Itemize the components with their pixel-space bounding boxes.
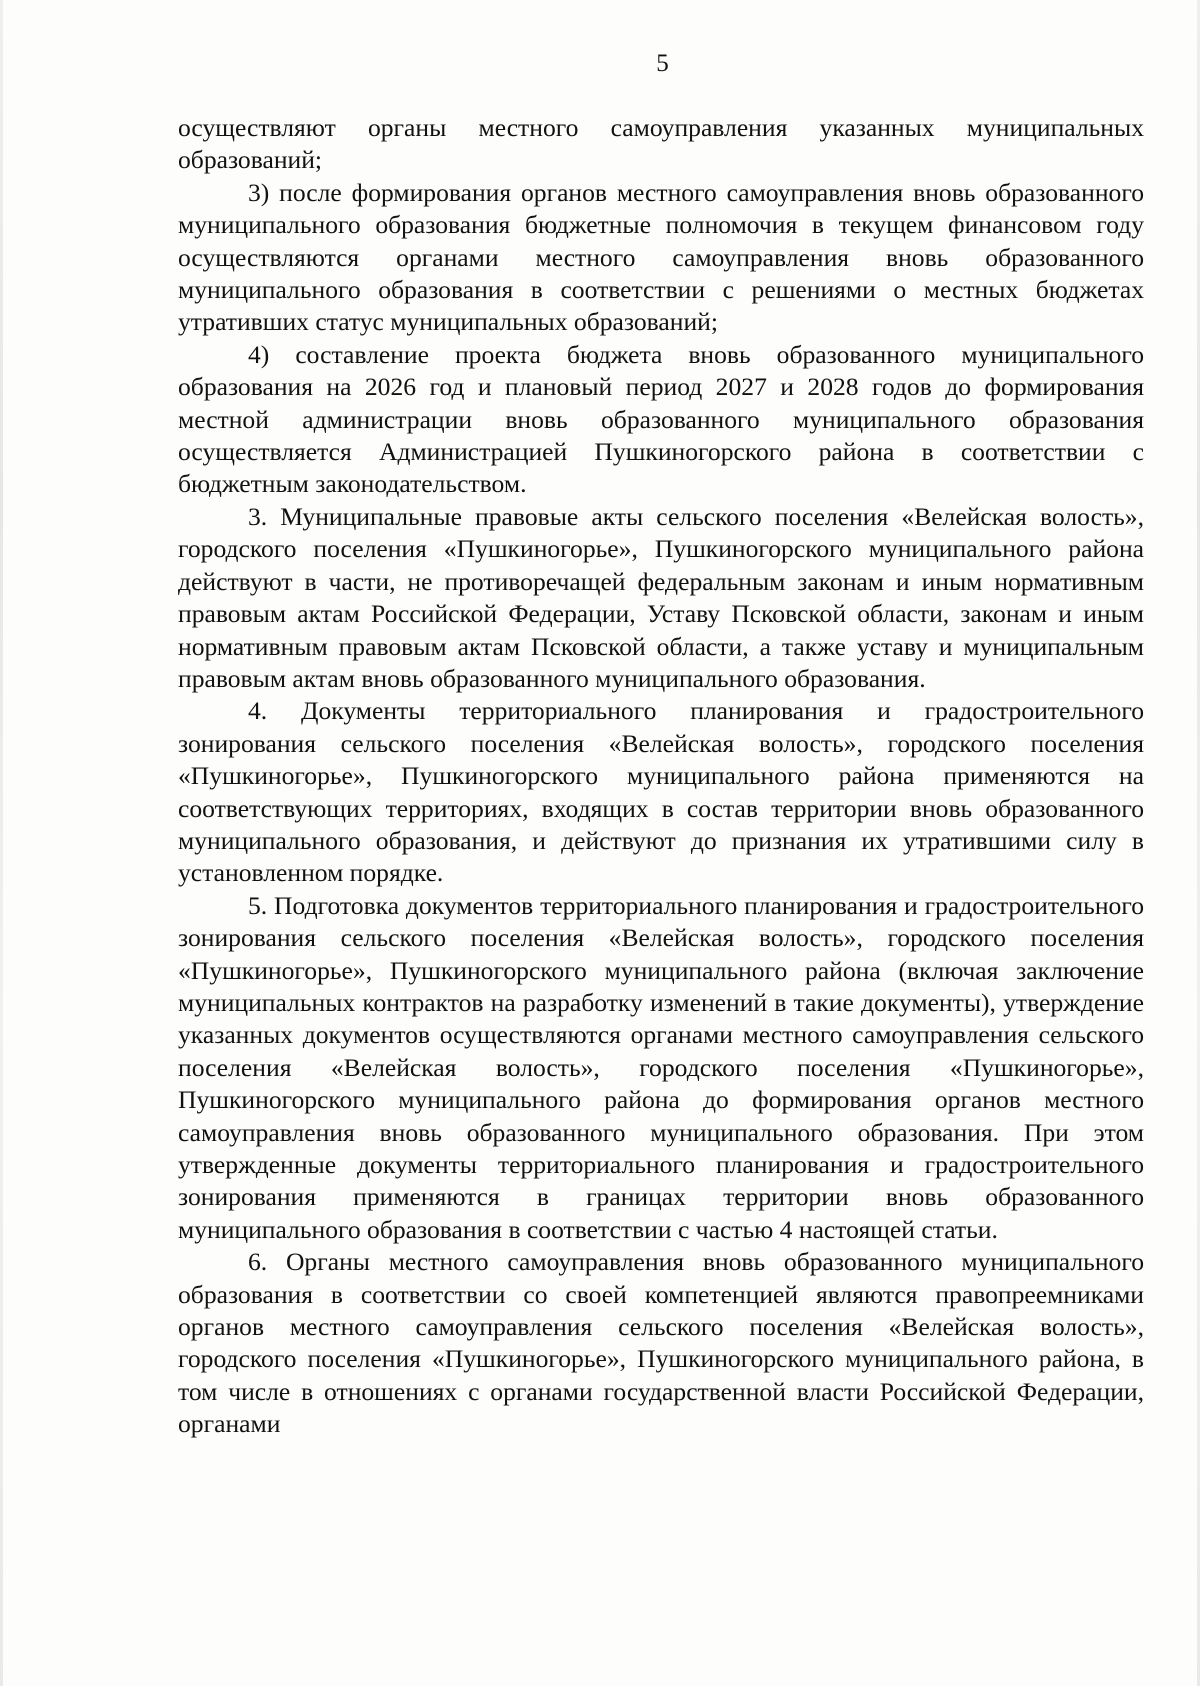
paragraph-part-6: 6. Органы местного самоуправления вновь образованного муниципального образования в соответствии со своей компетенцией являются правопреемниками органов местного самоуправления сельского поселения «Велейская волость», городского поселения «Пушкиногорье», Пушкиногорского муниципального района, в том числе в отношениях с органами государственной власти Российской Федерации, органами	[178, 1247, 1144, 1439]
paragraph-part-3: 3. Муниципальные правовые акты сельского поселения «Велейская волость», городского поселения «Пушкиногорье», Пушкиногорского муниципального района действуют в части, не противоречащей федеральным законам и иным нормативным правовым актам Российской Федерации, Уставу Псковской области, законам и иным нормативным правовым актам Псковской области, а также уставу и муниципальным правовым актам вновь образованного муниципального образования.	[178, 501, 1144, 693]
paragraph-continuation: осуществляют органы местного самоуправления указанных муниципальных образований;	[178, 113, 1144, 175]
document-body	[178, 112, 1144, 1441]
page-number: 5	[656, 50, 669, 77]
paragraph-part-4: 4. Документы территориального планирования и градостроительного зонирования сельского поселения «Велейская волость», городского поселения «Пушкиногорье», Пушкиногорского муниципального района применяются на соответствующих территориях, входящих в состав территории вновь образованного муниципального образования, и действуют до признания их утратившими силу в установленном порядке.	[178, 696, 1144, 888]
paragraph-part-5: 5. Подготовка документов территориального планирования и градостроительного зонирования сельского поселения «Велейская волость», городского поселения «Пушкиногорье», Пушкиногорского муниципального района (включая заключение муниципальных контрактов на разработку изменений в такие документы), утверждение указанных документов осуществляются органами местного самоуправления сельского поселения «Велейская волость», городского поселения «Пушкиногорье», Пушкиногорского муниципального района до формирования органов местного самоуправления вновь образованного муниципального образования. При этом утвержденные документы территориального планирования и градостроительного зонирования применяются в границах территории вновь образованного муниципального образования в соответствии с частью 4 настоящей статьи.	[178, 890, 1144, 1244]
paragraph-item-3: 3) после формирования органов местного самоуправления вновь образованного муниципального образования бюджетные полномочия в текущем финансовом году осуществляются органами местного самоуправления вновь образованного муниципального образования в соответствии с решениями о местных бюджетах утративших статус муниципальных образований;	[178, 177, 1144, 337]
scan-edge-left	[0, 0, 3, 1686]
paragraph-item-4: 4) составление проекта бюджета вновь образованного муниципального образования на 2026 год и плановый период 2027 и 2028 годов до формирования местной администрации вновь образованного муниципального образования осуществляется Администрацией Пушкиногорского района в соответствии с бюджетным законодательством.	[178, 339, 1144, 499]
